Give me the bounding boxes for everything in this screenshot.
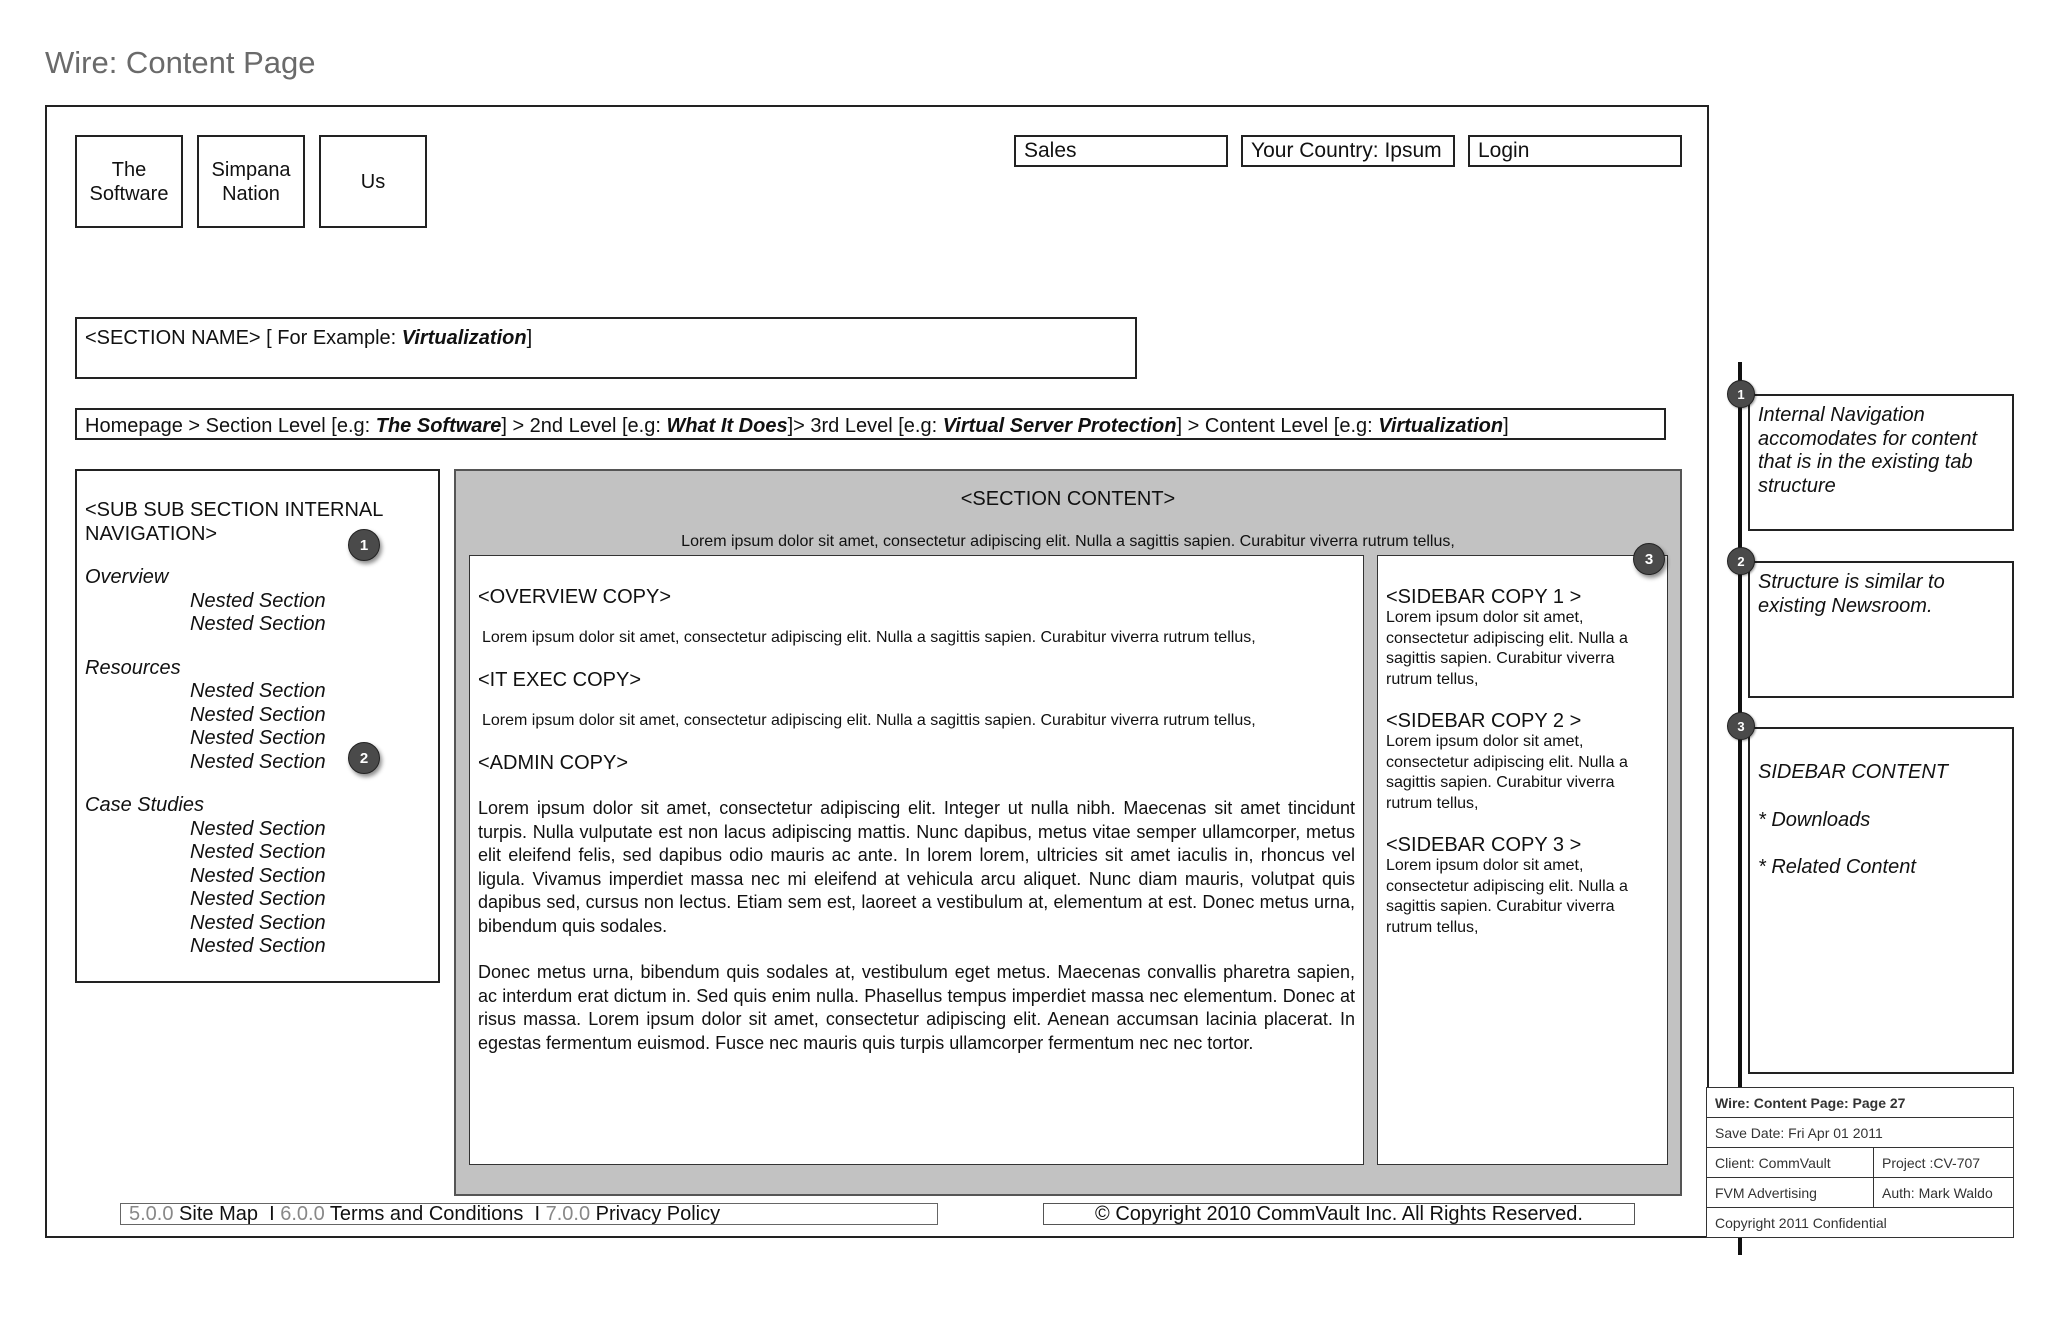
overview-copy-heading: <OVERVIEW COPY> — [478, 586, 672, 608]
breadcrumb-link[interactable]: What It Does — [666, 415, 788, 437]
annotation-badge-1: 1 — [1727, 380, 1755, 408]
wire-title: Wire: Content Page — [45, 45, 316, 80]
nav-nested-section[interactable]: Nested Section — [190, 589, 326, 612]
login-link[interactable]: Login — [1468, 135, 1682, 167]
footer-links — [120, 1203, 938, 1225]
nav-nested-section[interactable]: Nested Section — [190, 935, 326, 957]
sidebar-copy-text: Lorem ipsum dolor sit amet, consectetur adipiscing elit. Nulla a sagittis sapien. Curabitur viverra rutrum tellus, — [1386, 733, 1628, 812]
nav-nested-section[interactable]: Nested Section — [190, 864, 326, 887]
it-exec-copy-heading: <IT EXEC COPY> — [478, 669, 642, 691]
annotation-note-3 — [1748, 727, 2014, 1074]
nav-nested-section[interactable]: Nested Section — [190, 888, 326, 910]
tab-simpana-nation[interactable] — [197, 135, 305, 228]
section-name-suffix: ] — [526, 327, 533, 349]
footer-link-site-map[interactable]: Site Map — [179, 1203, 258, 1225]
tab-label-line1: Us — [360, 170, 386, 193]
admin-copy-heading: <ADMIN COPY> — [478, 752, 629, 774]
breadcrumb-link[interactable]: The Software — [375, 415, 502, 437]
annotation-3-item: * Downloads — [1758, 808, 1871, 831]
sidebar-copy-heading: <SIDEBAR COPY 2 > — [1386, 710, 1582, 732]
annotation-marker-2: 2 — [348, 742, 380, 774]
section-content-lede: Lorem ipsum dolor sit amet, consectetur adipiscing elit. Nulla a sagittis sapien. Curabitur viverra rutrum tellus, — [681, 533, 1455, 550]
sidebar-copy-box — [1377, 555, 1668, 1165]
nav-nested-section[interactable]: Nested Section — [190, 817, 326, 840]
meta-agency: FVM Advertising — [1706, 1177, 1874, 1208]
nav-group-resources[interactable]: Resources — [85, 656, 181, 679]
section-content-heading: <SECTION CONTENT> — [960, 488, 1176, 510]
footer-separator: I — [534, 1203, 541, 1225]
breadcrumb — [75, 408, 1666, 440]
section-name-example: Virtualization — [401, 327, 527, 349]
breadcrumb-text: ]> 3rd Level [e.g: — [787, 415, 943, 437]
main-copy-box — [469, 555, 1364, 1165]
nav-nested-section[interactable]: Nested Section — [190, 750, 326, 773]
country-selector[interactable]: Your Country: Ipsum — [1241, 135, 1455, 167]
annotation-marker-3: 3 — [1633, 543, 1665, 575]
admin-copy-paragraph: Donec metus urna, bibendum quis sodales at, vestibulum eget metus. Maecenas convallis pharetra sapien, ac interdum erat dictum in. Sed quis enim nulla. Phasellus tempus imperdiet massa nec elementum. Donec at risus massa. Lorem ipsum dolor sit amet, consectetur adipiscing elit. Aenean accumsan lacinia placerat. In egestas fermentum euismod. Fusce nec mauris quis turpis ullamcorper fermentum nec nec tortor. — [478, 962, 1355, 1053]
sidebar-copy-text: Lorem ipsum dolor sit amet, consectetur adipiscing elit. Nulla a sagittis sapien. Curabitur viverra rutrum tellus, — [1386, 857, 1628, 936]
annotation-3-item: * Related Content — [1758, 856, 1916, 878]
footer-copyright: © Copyright 2010 CommVault Inc. All Rights Reserved. — [1043, 1203, 1635, 1225]
footer-link-privacy[interactable]: Privacy Policy — [595, 1203, 721, 1225]
footer-number: 6.0.0 — [280, 1203, 325, 1225]
meta-author: Auth: Mark Waldo — [1873, 1177, 2014, 1208]
footer-link-terms[interactable]: Terms and Conditions — [329, 1203, 524, 1225]
sidebar-copy-heading: <SIDEBAR COPY 3 > — [1386, 834, 1582, 856]
footer-number: 5.0.0 — [129, 1203, 174, 1225]
nav-nested-section[interactable]: Nested Section — [190, 703, 326, 726]
sales-link[interactable]: Sales — [1014, 135, 1228, 167]
nav-nested-section[interactable]: Nested Section — [190, 841, 326, 863]
tab-label-line1: The — [111, 158, 147, 181]
annotation-marker-1: 1 — [348, 529, 380, 561]
annotation-3-title: SIDEBAR CONTENT — [1758, 761, 1949, 783]
breadcrumb-current: Virtualization — [1378, 415, 1504, 437]
internal-navigation — [75, 469, 440, 983]
nav-nested-section[interactable]: Nested Section — [190, 613, 326, 635]
annotation-note-2: Structure is similar to existing Newsroom. — [1748, 561, 2014, 698]
meta-save-date: Save Date: Fri Apr 01 2011 — [1706, 1117, 2014, 1148]
breadcrumb-link[interactable]: Virtual Server Protection — [942, 415, 1177, 437]
nav-nested-section[interactable]: Nested Section — [190, 911, 326, 934]
tab-label-line2: Software — [89, 182, 169, 205]
tab-label-line1: Simpana — [211, 158, 291, 181]
tab-us[interactable] — [319, 135, 427, 228]
internal-nav-heading: <SUB SUB SECTION INTERNAL NAVIGATION> — [85, 499, 383, 545]
breadcrumb-text: ] > Content Level [e.g: — [1176, 415, 1379, 437]
meta-project: Project :CV-707 — [1873, 1147, 2014, 1178]
breadcrumb-text: ] > 2nd Level [e.g: — [501, 415, 667, 437]
nav-group-overview[interactable]: Overview — [85, 566, 169, 588]
overview-copy-text: Lorem ipsum dolor sit amet, consectetur adipiscing elit. Nulla a sagittis sapien. Curabitur viverra rutrum tellus, — [482, 629, 1256, 646]
tab-the-software[interactable] — [75, 135, 183, 228]
footer-separator: I — [269, 1203, 275, 1225]
nav-nested-section[interactable]: Nested Section — [190, 727, 326, 749]
tab-label-line2: Nation — [222, 182, 280, 205]
sidebar-copy-heading: <SIDEBAR COPY 1 > — [1386, 586, 1582, 608]
sidebar-copy-text: Lorem ipsum dolor sit amet, consectetur adipiscing elit. Nulla a sagittis sapien. Curabitur viverra rutrum tellus, — [1386, 609, 1628, 688]
section-name-box — [75, 317, 1137, 379]
footer-number: 7.0.0 — [545, 1203, 591, 1225]
breadcrumb-text: Homepage > Section Level [e.g: — [85, 415, 376, 437]
nav-group-case-studies[interactable]: Case Studies — [85, 794, 204, 816]
annotation-badge-2: 2 — [1727, 547, 1755, 575]
annotation-note-1: Internal Navigation accomodates for content that is in the existing tab structure — [1748, 394, 2014, 531]
breadcrumb-text: ] — [1503, 415, 1509, 437]
it-exec-copy-text: Lorem ipsum dolor sit amet, consectetur adipiscing elit. Nulla a sagittis sapien. Curabitur viverra rutrum tellus, — [482, 712, 1256, 729]
meta-page: Wire: Content Page: Page 27 — [1706, 1087, 2014, 1118]
nav-nested-section[interactable]: Nested Section — [190, 680, 326, 702]
section-name-prefix: <SECTION NAME> [ For Example: — [85, 327, 402, 349]
admin-copy-paragraph: Lorem ipsum dolor sit amet, consectetur adipiscing elit. Integer ut nulla nibh. Maecenas sit amet tincidunt turpis. Nulla vulputate est non lacus adipiscing mattis. Nunc dapibus, metus vitae semper ullamcorper, metus elit eleifend felis, sed dapibus odio mauris ac ante. In lorem lorem, ultricies sit amet iaculis in, rhoncus vel ligula. Vivamus imperdiet massa nec mi eleifend at vehicula arcu aliquet. Nunc diam mauris, volutpat quis dapibus sed, cursus non lectus. Etiam sem est, laoreet a vestibulum at, elementum at est. Donec metus urna, bibendum quis sodales. — [478, 798, 1355, 936]
annotation-badge-3: 3 — [1727, 712, 1755, 740]
meta-copyright: Copyright 2011 Confidential — [1706, 1207, 2014, 1238]
meta-client: Client: CommVault — [1706, 1147, 1874, 1178]
